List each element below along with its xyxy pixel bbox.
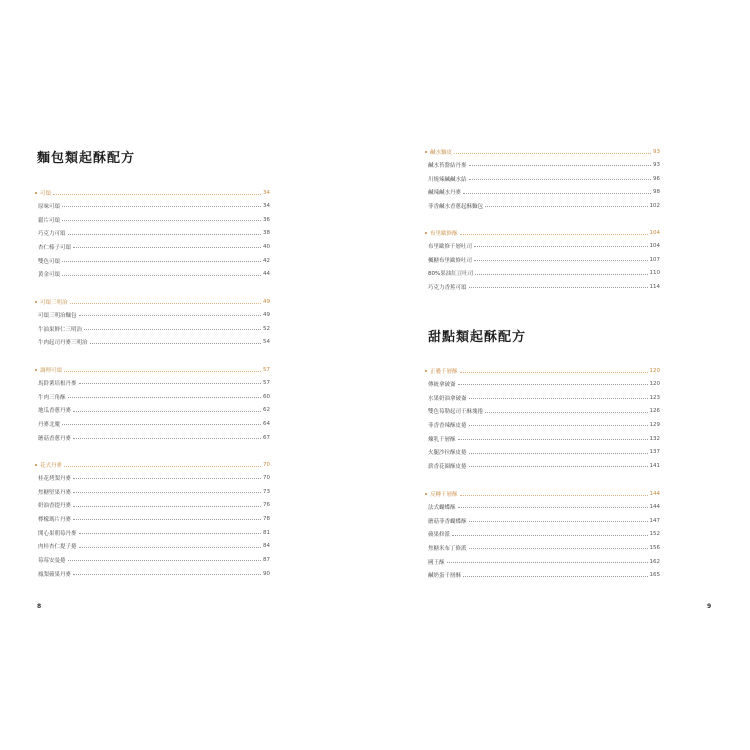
toc-entry[interactable]: 可頌三明治麵包 49: [38, 311, 270, 319]
toc-entry[interactable]: 傳統拿破崙 120: [428, 380, 660, 388]
toc-entry[interactable]: 鳳梨蘋果丹麥 90: [38, 570, 270, 578]
toc-entry[interactable]: 丹麥北魔 64: [38, 420, 270, 428]
toc-entry[interactable]: 雙色莓勒起司千酥塊捲 126: [428, 408, 660, 416]
toc-entry[interactable]: 牛肉起司丹麥三明治 54: [38, 339, 270, 347]
section-savory-croissant: [38, 364, 270, 444]
section-brioche-pastry: [428, 227, 660, 294]
toc-entry[interactable]: 法式蝴蝶酥 144: [428, 503, 660, 511]
section-regular-puff: [428, 365, 660, 473]
toc-entry[interactable]: 牛肉三角酥 60: [38, 393, 270, 401]
toc-entry[interactable]: 杏仁榛子可頌 40: [38, 243, 270, 251]
toc-entry[interactable]: 蘑菇菲香蝴蝶酥 147: [428, 517, 660, 525]
toc-entry[interactable]: 80%果油紅豆吐司 110: [428, 270, 660, 278]
toc-entry[interactable]: 桂花烤梨丹麥 70: [38, 474, 270, 482]
toc-entry[interactable]: 火腿沙拉酥皮捲 137: [428, 449, 660, 457]
toc-entry[interactable]: 薪香花圈酥皮捲 141: [428, 462, 660, 470]
section-header[interactable]: 可頌三明治 49: [38, 296, 270, 308]
toc-entry[interactable]: 蘑菇香蔥丹麥 67: [38, 434, 270, 442]
section-header[interactable]: 正疊千層酥 120: [428, 365, 660, 377]
toc-entry[interactable]: 牛油果鮮仁三明治 52: [38, 325, 270, 333]
page-number: 8: [37, 603, 42, 610]
toc-entry[interactable]: 菲香鹹水香蔥起酥麵包 102: [428, 202, 660, 210]
toc-entry[interactable]: 菲香香辣酥皮捲 129: [428, 421, 660, 429]
section-header[interactable]: 花式丹麥 70: [38, 459, 270, 471]
toc-entry[interactable]: 檸檬瑪片丹麥 78: [38, 515, 270, 523]
toc-entry[interactable]: 莓莓安曼捲 87: [38, 556, 270, 564]
section-saltwater-dough: [428, 146, 660, 213]
toc-entry[interactable]: 焦糖米布丁修派 156: [428, 544, 660, 552]
right-page-title: 甜點類起酥配方: [428, 330, 527, 345]
left-page-title: 麵包類起酥配方: [37, 151, 136, 166]
toc-entry[interactable]: 馬鈴薯培根丹麥 57: [38, 379, 270, 387]
section-header[interactable]: 布里歐修酥 104: [428, 227, 660, 239]
toc-entry[interactable]: 原味可頌 34: [38, 202, 270, 210]
section-fancy-danish: [38, 459, 270, 581]
toc-entry[interactable]: 楓糖布里歐修吐司 107: [428, 256, 660, 264]
toc-entry[interactable]: 國王酥 162: [428, 558, 660, 566]
toc-entry[interactable]: 蘋果修派 152: [428, 531, 660, 539]
section-header[interactable]: 調理可頌 57: [38, 364, 270, 376]
toc-entry[interactable]: 巧克力可頌 38: [38, 230, 270, 238]
toc-entry[interactable]: 鬆片可頌 36: [38, 216, 270, 224]
section-header[interactable]: 可頌 34: [38, 187, 270, 199]
toc-entry[interactable]: 布里歐修千層吐司 104: [428, 242, 660, 250]
toc-entry[interactable]: 開心果朝莓丹麥 81: [38, 529, 270, 537]
toc-entry[interactable]: 奶油香提丹麥 76: [38, 502, 270, 510]
section-croissant-sandwich: [38, 296, 270, 349]
toc-entry[interactable]: 鹹奶蛋千層酥 165: [428, 572, 660, 580]
section-inverted-puff: [428, 488, 660, 582]
page-number: 9: [707, 603, 712, 610]
section-header[interactable]: 反轉千層酥 144: [428, 488, 660, 500]
section-header[interactable]: 鹹水麵皮 93: [428, 146, 660, 158]
toc-entry[interactable]: 煉乳千層酥 132: [428, 435, 660, 443]
toc-entry[interactable]: 巧克力香蕉可頌 114: [428, 283, 660, 291]
toc-entry[interactable]: 鹹辣鹹水丹麥 98: [428, 189, 660, 197]
section-croissant: [38, 187, 270, 281]
toc-entry[interactable]: 川燒辣鹹鹹水結 96: [428, 175, 660, 183]
toc-entry[interactable]: 雙色可頌 42: [38, 257, 270, 265]
toc-entry[interactable]: 焦糖堅果丹麥 73: [38, 488, 270, 496]
toc-entry[interactable]: 地瓜香蔥丹麥 62: [38, 407, 270, 415]
toc-entry[interactable]: 黃金可頌 44: [38, 271, 270, 279]
toc-entry[interactable]: 肉桂杏仁提子捲 84: [38, 543, 270, 551]
toc-entry[interactable]: 水果奶油拿破崙 123: [428, 394, 660, 402]
right-page: [375, 0, 750, 750]
toc-entry[interactable]: 鹹水苔盤結丹麥 93: [428, 161, 660, 169]
